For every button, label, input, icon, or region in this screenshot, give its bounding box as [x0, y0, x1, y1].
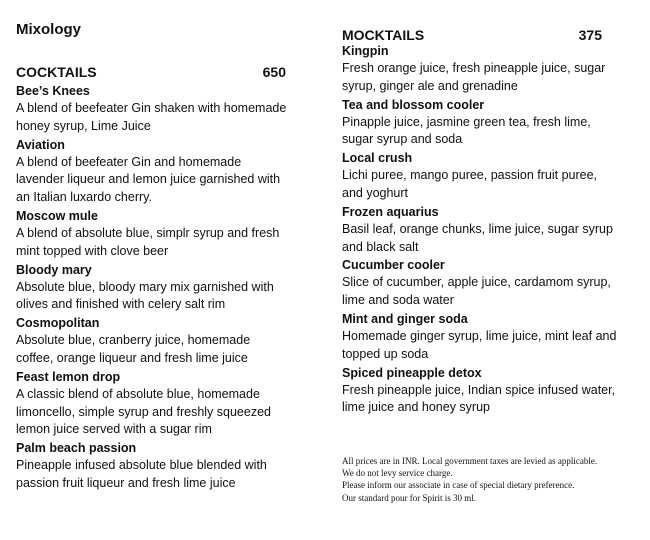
cocktail-item	[16, 82, 288, 136]
mocktail-name: Kingpin	[342, 44, 389, 58]
cocktails-list	[16, 82, 288, 493]
mocktail-description: Fresh orange juice, fresh pineapple juice, sugar syrup, ginger ale and grenadine	[342, 61, 606, 93]
mocktail-item	[342, 310, 618, 364]
mocktail-name: Spiced pineapple detox	[342, 365, 482, 380]
mocktails-price: 375	[578, 27, 602, 43]
cocktail-name: Moscow mule	[16, 208, 98, 223]
cocktail-name: Bee’s Knees	[16, 84, 90, 98]
cocktails-section-title: COCKTAILS	[16, 64, 97, 80]
note-line: Our standard pour for Spirit is 30 ml.	[342, 492, 476, 503]
cocktail-item	[16, 136, 288, 207]
cocktails-price: 650	[262, 64, 286, 80]
cocktail-description: Pineapple infused absolute blue blended with passion fruit liqueur and fresh lime juice	[16, 458, 267, 490]
page-title: Mixology	[16, 21, 82, 38]
mocktail-item	[342, 364, 618, 418]
mocktail-item	[342, 42, 618, 96]
mocktails-section-title: MOCKTAILS	[342, 27, 425, 43]
cocktail-description: Absolute blue, bloody mary mix garnished with olives and finished with celery salt rim	[16, 279, 274, 312]
cocktail-name: Aviation	[16, 137, 65, 152]
mocktail-name: Cucumber cooler	[342, 258, 445, 273]
cocktail-description: Absolute blue, cranberry juice, homemade coffee, orange liqueur and fresh lime juice	[16, 333, 251, 365]
mocktail-name: Mint and ginger soda	[342, 311, 468, 326]
mocktail-name: Tea and blossom cooler	[342, 97, 485, 112]
cocktail-description: A blend of beefeater Gin and homemade lavender liqueur and lemon juice garnished with an Italian luxardo cherry.	[16, 154, 281, 205]
cocktail-name: Palm beach passion	[16, 441, 137, 456]
note-line: All prices are in INR. Local government taxes are levied as applicable.	[342, 456, 598, 466]
cocktail-item	[16, 368, 288, 439]
mocktail-description: Lichi puree, mango puree, passion fruit puree, and yoghurt	[342, 168, 598, 200]
cocktails-section-header	[16, 62, 286, 82]
mocktail-description: Pinapple juice, jasmine green tea, fresh lime, sugar syrup and soda	[342, 114, 591, 147]
cocktail-item	[16, 261, 288, 315]
mocktail-item	[342, 203, 618, 257]
mocktail-description: Homemade ginger syrup, lime juice, mint leaf and topped up soda	[342, 328, 617, 361]
mocktail-description: Slice of cucumber, apple juice, cardamom syrup, lime and soda water	[342, 275, 611, 308]
mocktail-name: Frozen aquarius	[342, 204, 439, 219]
mocktail-name: Local crush	[342, 151, 413, 166]
footer-notes	[342, 455, 632, 504]
note-line: We do not levy service charge.	[342, 468, 453, 479]
cocktail-name: Bloody mary	[16, 262, 92, 277]
cocktail-item	[16, 439, 288, 493]
cocktail-item	[16, 314, 288, 368]
cocktail-description: A classic blend of absolute blue, homemade limoncello, simple syrup and freshly squeezed lemon juice served with a sugar rim	[16, 386, 271, 437]
mocktail-description: Fresh pineapple juice, Indian spice infused water, lime juice and honey syrup	[342, 382, 616, 415]
mocktail-item	[342, 149, 618, 203]
mocktail-description: Basil leaf, orange chunks, lime juice, sugar syrup and black salt	[342, 221, 613, 254]
cocktail-name: Feast lemon drop	[16, 369, 121, 384]
mocktail-item	[342, 256, 618, 310]
cocktail-description: A blend of beefeater Gin shaken with homemade honey syrup, Lime Juice	[16, 101, 287, 133]
cocktail-name: Cosmopolitan	[16, 316, 100, 331]
cocktail-description: A blend of absolute blue, simplr syrup and fresh mint topped with clove beer	[16, 225, 280, 258]
mocktails-list	[342, 42, 618, 417]
note-line: Please inform our associate in case of special dietary preference.	[342, 480, 575, 491]
mocktail-item	[342, 96, 618, 150]
cocktail-item	[16, 207, 288, 261]
